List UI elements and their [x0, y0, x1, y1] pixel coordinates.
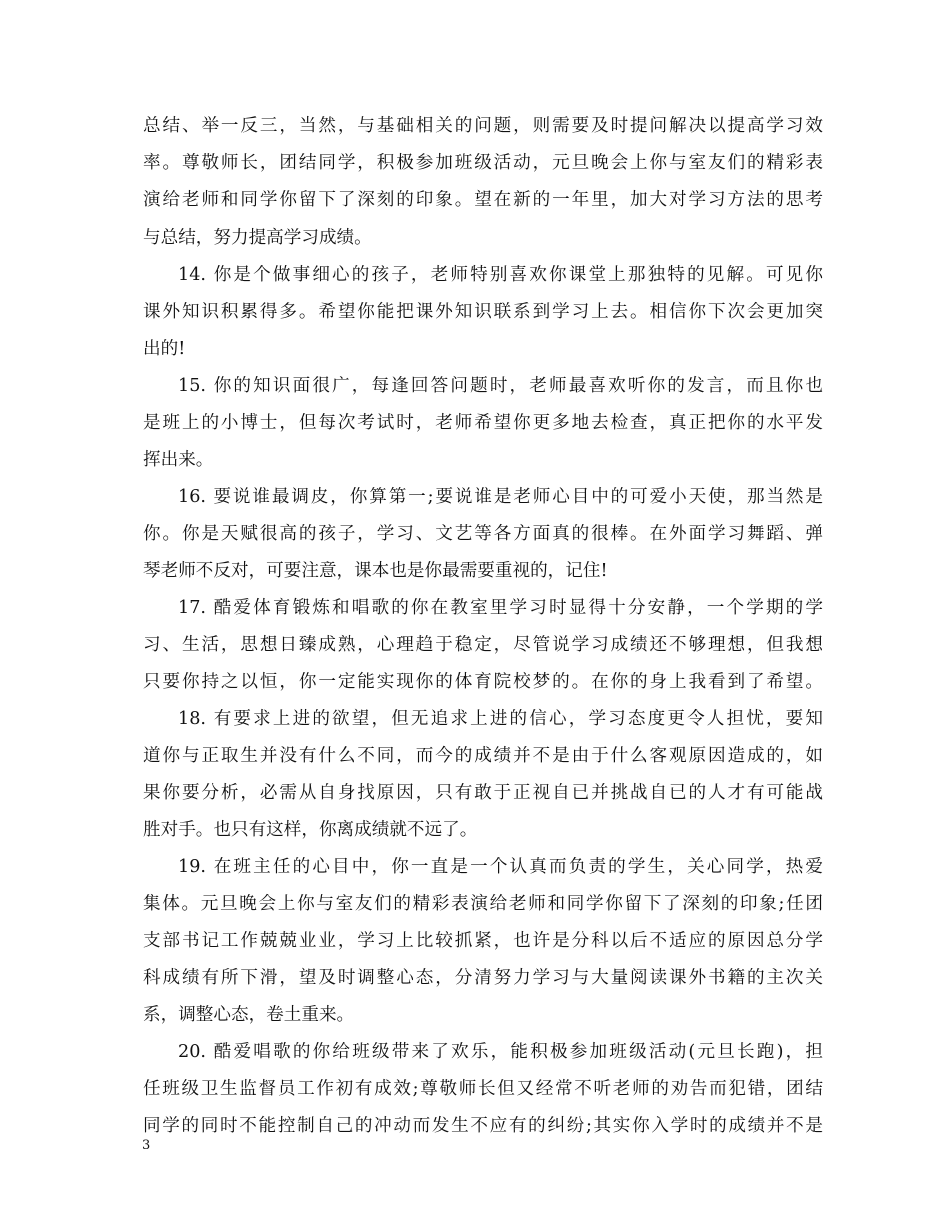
text-line: 胜对手。也只有这样，你离成绩就不远了。	[143, 820, 478, 840]
text-line: 果你要分析，必需从自身找原因，只有敢于正视自已并挑战自已的人才有可能战	[143, 783, 823, 803]
text-line: 科成绩有所下滑，望及时调整心态，分清努力学习与大量阅读课外书籍的主次关	[143, 968, 823, 988]
text-line: 与总结，努力提高学习成绩。	[143, 228, 372, 248]
text-line: 习、生活，思想日臻成熟，心理趋于稳定，尽管说学习成绩还不够理想，但我想	[143, 635, 823, 655]
paragraph-19-first-line: 19. 在班主任的心目中，你一直是一个认真而负责的学生，关心同学，热爱	[178, 857, 823, 877]
text-line: 率。尊敬师长，团结同学，积极参加班级活动，元旦晚会上你与室友们的精彩表	[143, 153, 823, 173]
paragraph-20-first-line: 20. 酷爱唱歌的你给班级带来了欢乐，能积极参加班级活动(元旦长跑)，担	[178, 1042, 823, 1062]
text-line: 道你与正取生并没有什么不同，而今的成绩并不是由于什么客观原因造成的，如	[143, 746, 823, 766]
paragraph-17-first-line: 17. 酷爱体育锻炼和唱歌的你在教室里学习时显得十分安静，一个学期的学	[178, 598, 823, 618]
page-number: 3	[142, 1138, 151, 1153]
text-line: 琴老师不反对，可要注意，课本也是你最需要重视的，记住!	[143, 561, 608, 581]
text-line: 系，调整心态，卷土重来。	[143, 1005, 355, 1025]
text-line: 课外知识积累得多。希望你能把课外知识联系到学习上去。相信你下次会更加突	[143, 302, 823, 322]
paragraph-18-first-line: 18. 有要求上进的欲望，但无追求上进的信心，学习态度更令人担忧，要知	[178, 709, 823, 729]
text-line: 总结、举一反三，当然，与基础相关的问题，则需要及时提问解决以提高学习效	[143, 116, 823, 136]
text-line: 演给老师和同学你留下了深刻的印象。望在新的一年里，加大对学习方法的思考	[143, 190, 823, 210]
text-line: 你。你是天赋很高的孩子，学习、文艺等各方面真的很棒。在外面学习舞蹈、弹	[143, 524, 823, 544]
paragraph-14-first-line: 14. 你是个做事细心的孩子，老师特别喜欢你课堂上那独特的见解。可见你	[178, 265, 823, 285]
text-line: 支部书记工作兢兢业业，学习上比较抓紧，也许是分科以后不适应的原因总分学	[143, 931, 823, 951]
text-line: 同学的同时不能控制自己的冲动而发生不应有的纠纷;其实你入学时的成绩并不是	[143, 1116, 823, 1136]
text-line: 只要你持之以恒，你一定能实现你的体育院校梦的。在你的身上我看到了希望。	[143, 672, 823, 692]
text-line: 集体。元旦晚会上你与室友们的精彩表演给老师和同学你留下了深刻的印象;任团	[143, 894, 823, 914]
text-line: 任班级卫生监督员工作初有成效;尊敬师长但又经常不听老师的劝告而犯错，团结	[143, 1079, 823, 1099]
paragraph-16-first-line: 16. 要说谁最调皮，你算第一;要说谁是老师心目中的可爱小天使，那当然是	[178, 487, 823, 507]
paragraph-15-first-line: 15. 你的知识面很广，每逢回答问题时，老师最喜欢听你的发言，而且你也	[178, 376, 823, 396]
text-line: 出的!	[143, 339, 186, 359]
text-line: 是班上的小博士，但每次考试时，老师希望你更多地去检查，真正把你的水平发	[143, 413, 823, 433]
text-line: 挥出来。	[143, 450, 214, 470]
